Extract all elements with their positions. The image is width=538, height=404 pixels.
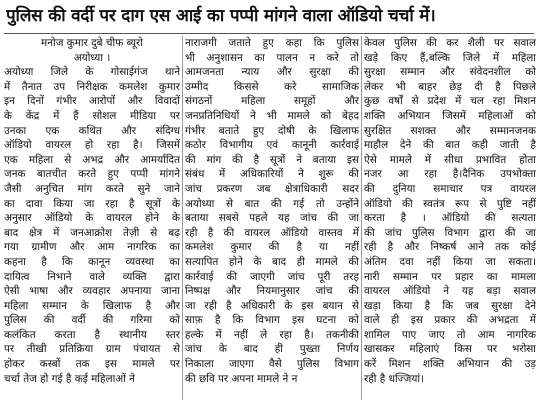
article-line: जैसी अनुचित मांग करते सुने जाने — [4, 182, 180, 195]
article-line: सत्यापित होने के बाद ही मामले की — [185, 255, 359, 268]
column-3 — [364, 36, 536, 402]
article-line: भी अनुशासन का पालन न करे तो — [185, 51, 359, 64]
article-line: रही है और निष्कर्ष आने तक कोई — [364, 241, 536, 254]
article-line: खड़ा किया है कि जब सुरक्षा देने — [364, 299, 536, 312]
article-line: महिला सम्मान के खिलाफ है और — [4, 299, 180, 312]
article-line: कहना है कि कानून व्यवस्था का — [4, 255, 180, 268]
article-line: कुछ वर्षों से प्रदेश में चल रहा मिशन — [364, 95, 536, 108]
article-line: आमजनता न्याय और सुरक्षा की — [185, 66, 359, 79]
article-line: अयोध्या जिले के गोसाईगंज थाने — [4, 66, 180, 79]
article-line: गंभीर बताते हुए दोषी के खिलाफ — [185, 124, 359, 137]
byline-author: मनोज कुमार दुबे चीफ ब्यूरो — [41, 37, 143, 49]
article-line: नजर आ रहा है।दैनिक उपभोक्ता — [364, 168, 536, 181]
article-line: शक्ति अभियान जिसमें महिलाओं को — [364, 109, 536, 122]
article-line: बताया सबसे पहले यह जांच की जा — [185, 212, 359, 225]
article-line: साफ़ है कि विभाग इस घटना को — [185, 314, 359, 327]
article-line: गया ग्रामीण और आम नागरिक का — [4, 241, 180, 254]
article-line: माहौल देने की बात कही जाती है — [364, 139, 536, 152]
article-line: की छवि पर अपना मामले ने न — [185, 372, 298, 385]
column-divider — [361, 36, 362, 400]
article-line: कार्रवाई की जाएगी जांच पूरी तरह — [185, 270, 359, 283]
article-line: निकाला जाएगा वैसे पुलिस विभाग — [185, 358, 359, 371]
article-line: सुरक्षा सम्मान और संवेदनशील को — [364, 66, 536, 79]
article-line: होकर कस्बों तक इस मामले पर — [4, 358, 180, 371]
article-line: कठोर विभागीय एवं कानूनी कार्रवाई — [185, 139, 359, 152]
article-line: उम्मीद किससे करे सामाजिक — [185, 80, 359, 93]
article-line: उनका एक कथित और संदिग्ध — [4, 124, 180, 137]
headline-rule — [4, 33, 534, 34]
article-line: नारी सम्मान पर प्रहार का मामला — [364, 270, 536, 283]
column-1 — [4, 36, 180, 402]
article-line: केवल पुलिस की कर शैली पर सवाल — [364, 37, 536, 49]
article-line: एक महिला से अभद्र और आमर्यादित — [4, 153, 180, 166]
article-line: शामिल पाए जाए तो आम नागरिक — [364, 328, 536, 341]
article-line: नाराजगी जताते हुए कहा कि पुलिस — [185, 37, 359, 49]
headline: पुलिस की वर्दी पर दाग एस आई का पप्पी मांगने वाला ऑडियो चर्चा में। — [6, 6, 436, 26]
article-line: संगठनों महिला समूहों और — [185, 95, 359, 108]
article-line: बाद क्षेत्र में जनआक्रोश तेज़ी से बढ़ — [4, 226, 180, 239]
article-line: जा रही है अधिकारी के इस बयान से — [185, 299, 359, 312]
article-line: जांच के बाद ही पुख्ता निर्णय — [185, 343, 359, 356]
article-line: जांच प्रकरण जब क्षेत्राधिकारी सदर — [185, 182, 359, 195]
article-line: खड़े किए हैं,बल्कि जिले में महिला — [364, 51, 536, 64]
article-line: अयोध्या से बात की गई तो उन्होंने — [185, 197, 359, 210]
article-line: सुरक्षित सशक्त और सम्मानजनक — [364, 124, 536, 137]
article-line: करें मिशन शक्ति अभियान की उड़ — [364, 358, 536, 371]
article-line: ऑडियो वायरल हो रहा है। जिसमें — [4, 139, 180, 152]
article-line: रही है की वायरल ऑडियो वास्तव में — [185, 226, 359, 239]
article-line: दायित्व निभाने वाले व्यक्ति द्वारा — [4, 270, 180, 283]
article-line: में तैनात उप निरीक्षक कमलेश कुमार — [4, 80, 180, 93]
article-line: की मांग की है सूत्रों ने बताया इस — [185, 153, 359, 166]
column-2 — [185, 36, 359, 402]
article-line: पर तीखी प्रतिक्रिया ग्राम पंचायत से — [4, 343, 180, 356]
article-line: कमलेश कुमार की है या नहीं — [185, 241, 359, 254]
article-line: ऐसे मामले में सीधा प्रभावित होता — [364, 153, 536, 166]
article-line: कलंकित करता है स्थानीय स्तर — [4, 328, 180, 341]
article-line: ऑडियो की स्वतंत्र रूप से पुष्टि नहीं — [364, 197, 536, 210]
article-line: की दुनिया समाचार पत्र वायरल — [364, 182, 536, 195]
article-line: जनप्रतिनिधियों ने भी मामले को बेहद — [185, 109, 359, 122]
column-divider — [182, 36, 183, 400]
article-line: निष्पक्ष और नियमानुसार जांच की — [185, 285, 359, 298]
article-line: ऐसी भाषा और व्यवहार अपनाया जाना — [4, 285, 180, 298]
article-line: के केंद्र में हैं सोशल मीडिया पर — [4, 109, 180, 122]
article-line: रही है धज्जियां। — [364, 372, 424, 385]
byline-place: अयोध्या । — [73, 51, 111, 64]
article-line: खासकर महिलाएं किस पर भरोसा — [364, 343, 536, 356]
article-line: लेकर भी बाहर छेड़ दी है पिछले — [364, 80, 536, 93]
article-line: इन दिनों गंभीर आरोपों और विवादों — [4, 95, 180, 108]
article-line: करता है । ऑडियो की सत्यता — [364, 212, 536, 225]
article-line: चर्चा तेज हो गई है कई महिलाओं ने — [4, 372, 135, 385]
article-line: वाले ही इस प्रकार की अभद्रता में — [364, 314, 536, 327]
article-line: पुलिस की वर्दी की गरिमा को — [4, 314, 180, 327]
article-line: का दावा किया जा रहा है सूत्रों के — [4, 197, 180, 210]
article-line: जनक बातचीत करते हुए पप्पी मांगने — [4, 168, 180, 181]
article-line: वायरल ऑडियो ने यह बड़ा सवाल — [364, 285, 536, 298]
article-line: अनुसार ऑडियो के वायरल होने के — [4, 212, 180, 225]
article-line: की जांच पुलिस विभाग द्वारा की जा — [364, 226, 536, 239]
article-line: संबंध में अधिकारियों ने शुरू की — [185, 168, 359, 181]
article-line: हल्के में नहीं ले रहा है। तकनीकी — [185, 328, 359, 341]
article-line: अंतिम दवा नहीं किया जा सकता। — [364, 255, 536, 268]
